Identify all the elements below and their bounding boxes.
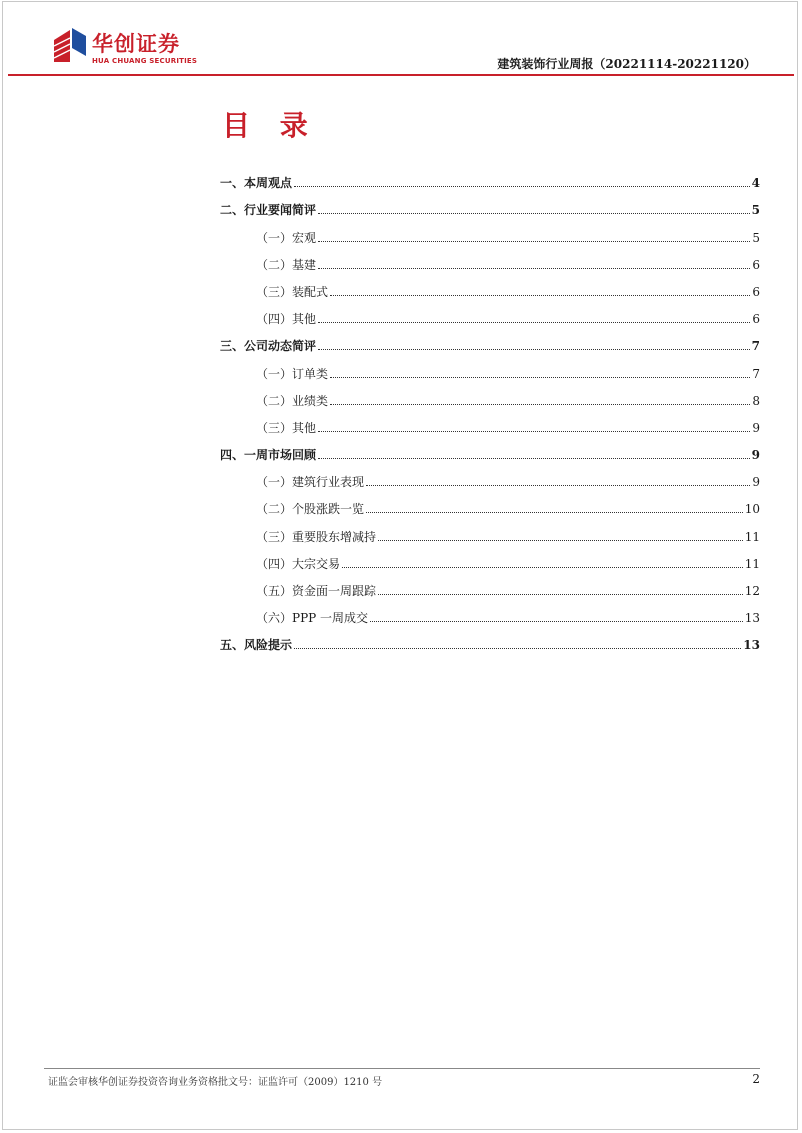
toc-entry-label: 二、行业要闻简评: [220, 203, 317, 218]
toc-entry[interactable]: [220, 326, 760, 353]
toc-dot-leader: [378, 594, 743, 595]
page-number: 2: [752, 1072, 760, 1086]
toc-entry-page: 5: [752, 230, 760, 245]
toc-entry-label: （六）PPP 一周成交: [256, 611, 369, 626]
toc-entry-page: 13: [744, 611, 760, 626]
logo-chinese-name: 华创证券: [92, 32, 180, 56]
toc-entry-label: （一）宏观: [256, 230, 317, 245]
toc-entry[interactable]: [220, 435, 760, 462]
toc-entry-label: （四）大宗交易: [256, 556, 341, 571]
toc-entry-page: 13: [743, 638, 760, 653]
toc-dot-leader: [366, 485, 750, 486]
toc-entry[interactable]: [220, 353, 760, 380]
toc-dot-leader: [378, 540, 743, 541]
table-of-contents: [220, 163, 760, 652]
toc-entry-page: 11: [744, 529, 760, 544]
report-title: 建筑装饰行业周报（20221114-20221120）: [497, 57, 756, 71]
toc-dot-leader: [330, 377, 750, 378]
toc-entry[interactable]: [220, 381, 760, 408]
company-logo: [50, 26, 210, 70]
toc-dot-leader: [318, 213, 750, 214]
footer-license-text: 证监会审核华创证券投资咨询业务资格批文号：证监许可（2009）1210 号: [48, 1077, 383, 1088]
toc-entry-page: 7: [752, 366, 760, 381]
toc-entry-label: （二）个股涨跌一览: [256, 502, 365, 517]
toc-entry-page: 4: [751, 176, 760, 191]
toc-entry-page: 12: [744, 584, 760, 598]
toc-entry[interactable]: [220, 408, 760, 435]
toc-dot-leader: [366, 512, 743, 513]
logo-mark-icon: [52, 26, 88, 66]
toc-dot-leader: [330, 404, 750, 405]
toc-entry-page: 11: [744, 556, 760, 571]
toc-entry-page: 7: [751, 339, 760, 354]
toc-dot-leader: [330, 295, 750, 296]
toc-entry-label: 五、风险提示: [220, 638, 293, 653]
toc-entry[interactable]: [220, 462, 760, 489]
toc-entry[interactable]: [220, 598, 760, 625]
toc-entry[interactable]: [220, 190, 760, 217]
toc-entry-label: 一、本周观点: [220, 176, 293, 191]
toc-entry-label: （三）装配式: [256, 284, 329, 299]
toc-dot-leader: [294, 186, 750, 187]
toc-dot-leader: [318, 458, 750, 459]
page-header: [0, 0, 802, 80]
toc-entry-page: 9: [752, 420, 760, 435]
toc-entry-label: （二）业绩类: [256, 393, 329, 408]
logo-english-name: HUA CHUANG SECURITIES: [92, 57, 198, 65]
toc-entry-label: 三、公司动态简评: [220, 339, 317, 354]
toc-entry-page: 6: [752, 257, 760, 272]
toc-entry-label: （五）资金面一周跟踪: [256, 584, 377, 598]
toc-entry[interactable]: [220, 516, 760, 543]
toc-entry-label: （二）基建: [256, 257, 317, 272]
toc-dot-leader: [318, 322, 750, 323]
toc-dot-leader: [318, 349, 750, 350]
toc-entry[interactable]: [220, 163, 760, 190]
toc-entry-page: 5: [751, 203, 760, 218]
toc-entry-label: （一）订单类: [256, 366, 329, 381]
toc-entry[interactable]: [220, 625, 760, 652]
toc-entry[interactable]: [220, 571, 760, 598]
toc-dot-leader: [342, 567, 743, 568]
toc-dot-leader: [318, 241, 750, 242]
toc-entry-label: 四、一周市场回顾: [220, 448, 317, 463]
header-divider: [8, 74, 794, 76]
toc-dot-leader: [294, 648, 741, 649]
toc-entry[interactable]: [220, 245, 760, 272]
toc-entry-label: （三）其他: [256, 420, 317, 435]
toc-dot-leader: [370, 621, 743, 622]
toc-dot-leader: [318, 268, 750, 269]
footer-divider: [44, 1068, 760, 1069]
toc-entry-page: 9: [751, 448, 760, 463]
toc-entry[interactable]: [220, 217, 760, 244]
toc-entry-page: 8: [752, 393, 760, 408]
toc-entry-page: 6: [752, 284, 760, 299]
toc-entry-label: （四）其他: [256, 312, 317, 327]
toc-dot-leader: [318, 431, 750, 432]
toc-entry-page: 6: [752, 312, 760, 327]
toc-entry[interactable]: [220, 272, 760, 299]
toc-title: 目 录: [222, 109, 318, 142]
toc-entry[interactable]: [220, 299, 760, 326]
toc-entry[interactable]: [220, 489, 760, 516]
toc-entry-page: 9: [752, 475, 760, 490]
toc-entry-page: 10: [744, 502, 760, 517]
toc-entry-label: （一）建筑行业表现: [256, 475, 365, 490]
toc-entry[interactable]: [220, 544, 760, 571]
toc-entry-label: （三）重要股东增减持: [256, 529, 377, 544]
